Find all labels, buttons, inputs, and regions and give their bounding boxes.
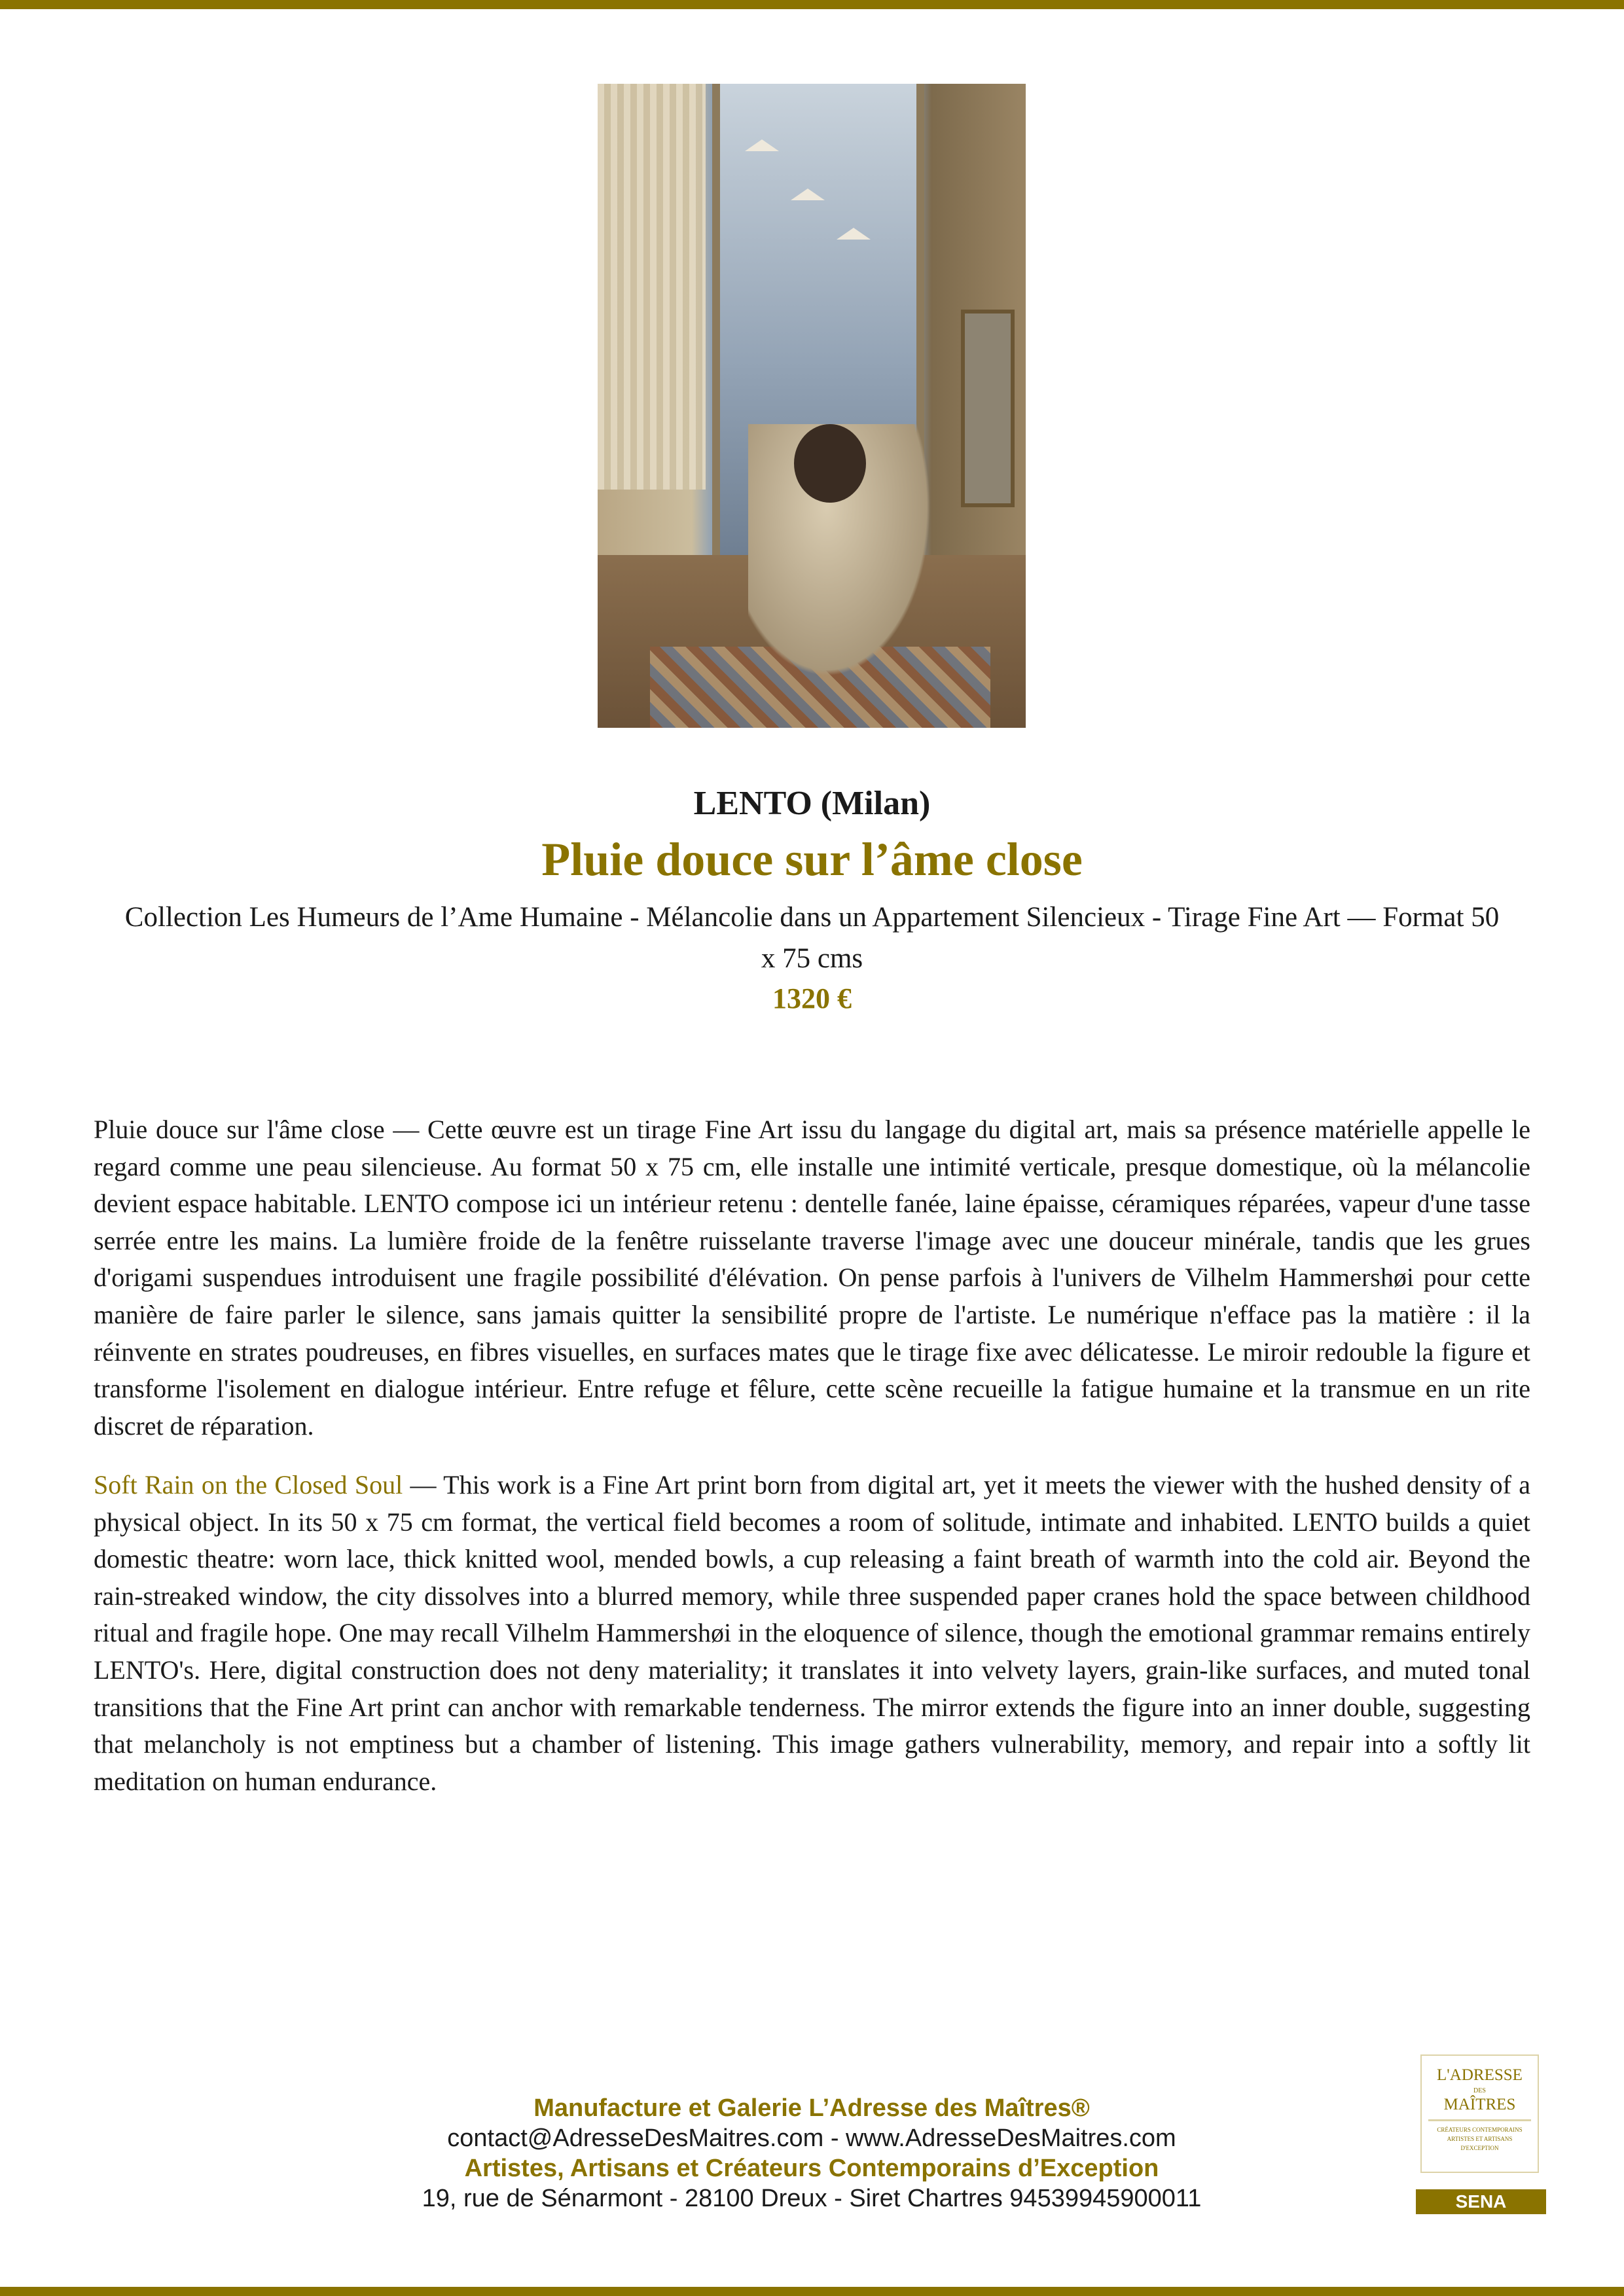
paper-crane-icon — [837, 228, 871, 240]
mirror — [961, 310, 1015, 507]
footer-contact: contact@AdresseDesMaitres.com - www.AdresseDesMaitres.com — [447, 2125, 1176, 2152]
bottom-border — [0, 2287, 1624, 2296]
figure-head — [794, 424, 866, 503]
paper-crane-icon — [791, 188, 825, 200]
logo-line: DES — [1473, 2087, 1486, 2094]
footer — [196, 2093, 1427, 2214]
description-french: Pluie douce sur l'âme close — Cette œuvre est un tirage Fine Art issu du langage du digital art, mais sa présence matérielle appelle le regard comme une peau silencieuse. Au format 50 x 75 cm, elle installe une intimité verticale, presque domestique, où la mélancolie devient espace habitable. LENTO compose ici un intérieur retenu : dentelle fanée, laine épaisse, céramiques réparées, vapeur d'une tasse serrée entre les mains. La lumière froide de la fenêtre ruisselante traverse l'image avec une douceur minérale, tandis que les grues d'origami suspendues introduisent une fragile possibilité d'élévation. On pense parfois à l'univers de Vilhelm Hammershøi pour cette manière de faire parler le silence, sans jamais quitter la sensibilité propre de l'artiste. Le numérique n'efface pas la matière : il la réinvente en strates poudreuses, en fibres visuelles, en surfaces mates que le tirage fixe avec délicatesse. Le miroir redouble la figure et transforme l'isolement en dialogue intérieur. Entre refuge et fêlure, cette scène recueille la fatigue humaine et la transmue en un rite discret de réparation. — [94, 1115, 1530, 1441]
english-text: — This work is a Fine Art print born from digital art, yet it meets the viewer with the hushed density of a physical object. In its 50 x 75 cm format, the vertical field becomes a room of solitude, intimate and inhabited. LENTO builds a quiet domestic theatre: worn lace, thick knitted wool, mended bowls, a cup releasing a faint breath of warmth into the cold air. Beyond the rain-streaked window, the city dissolves into a blurred memory, while three suspended paper cranes hold the space between childhood ritual and fragile hope. One may recall Vilhelm Hammershøi in the eloquence of silence, though the emotional grammar remains entirely LENTO's. Here, digital construction does not deny materiality; it translates it into velvety layers, grain-like surfaces, and muted tonal transitions that the Fine Art print can anchor with remarkable tenderness. The mirror extends the figure into an inner double, suggesting that melancholy is not emptiness but a chamber of listening. This image gathers vulnerability, memory, and repair into a softly lit meditation on human endurance. — [94, 1470, 1530, 1796]
logo-subline: ARTISTES ET ARTISANS — [1447, 2136, 1513, 2142]
artwork-image — [598, 84, 1026, 728]
artist-name: LENTO (Milan) — [693, 785, 931, 822]
footer-address: 19, rue de Sénarmont - 28100 Dreux - Siret Chartres 94539945900011 — [422, 2185, 1202, 2212]
footer-company: Manufacture et Galerie L’Adresse des Maîtres® — [533, 2094, 1090, 2122]
price: 1320 € — [772, 982, 852, 1014]
artwork-title: Pluie douce sur l’âme close — [541, 833, 1083, 886]
collection-info: Collection Les Humeurs de l’Ame Humaine - Mélancolie dans un Appartement Silencieux - Tirage Fine Art — Format 50 x 75 cms — [124, 902, 1500, 974]
logo-line: MAÎTRES — [1443, 2096, 1516, 2113]
paper-crane-icon — [745, 139, 779, 151]
logo-line: L'ADRESSE — [1437, 2066, 1523, 2084]
footer-tagline: Artistes, Artisans et Créateurs Contemporains d’Exception — [464, 2155, 1159, 2182]
gallery-logo — [1420, 2054, 1539, 2173]
description-english — [94, 1467, 1530, 1800]
logo-subline: CRÉATEURS CONTEMPORAINS — [1437, 2126, 1523, 2133]
logo-subline: D'EXCEPTION — [1460, 2145, 1499, 2151]
sena-badge: SENA — [1416, 2189, 1546, 2214]
logo-divider — [1428, 2119, 1531, 2121]
top-border — [0, 0, 1624, 9]
lace-curtain — [598, 84, 706, 490]
english-title: Soft Rain on the Closed Soul — [94, 1470, 403, 1499]
